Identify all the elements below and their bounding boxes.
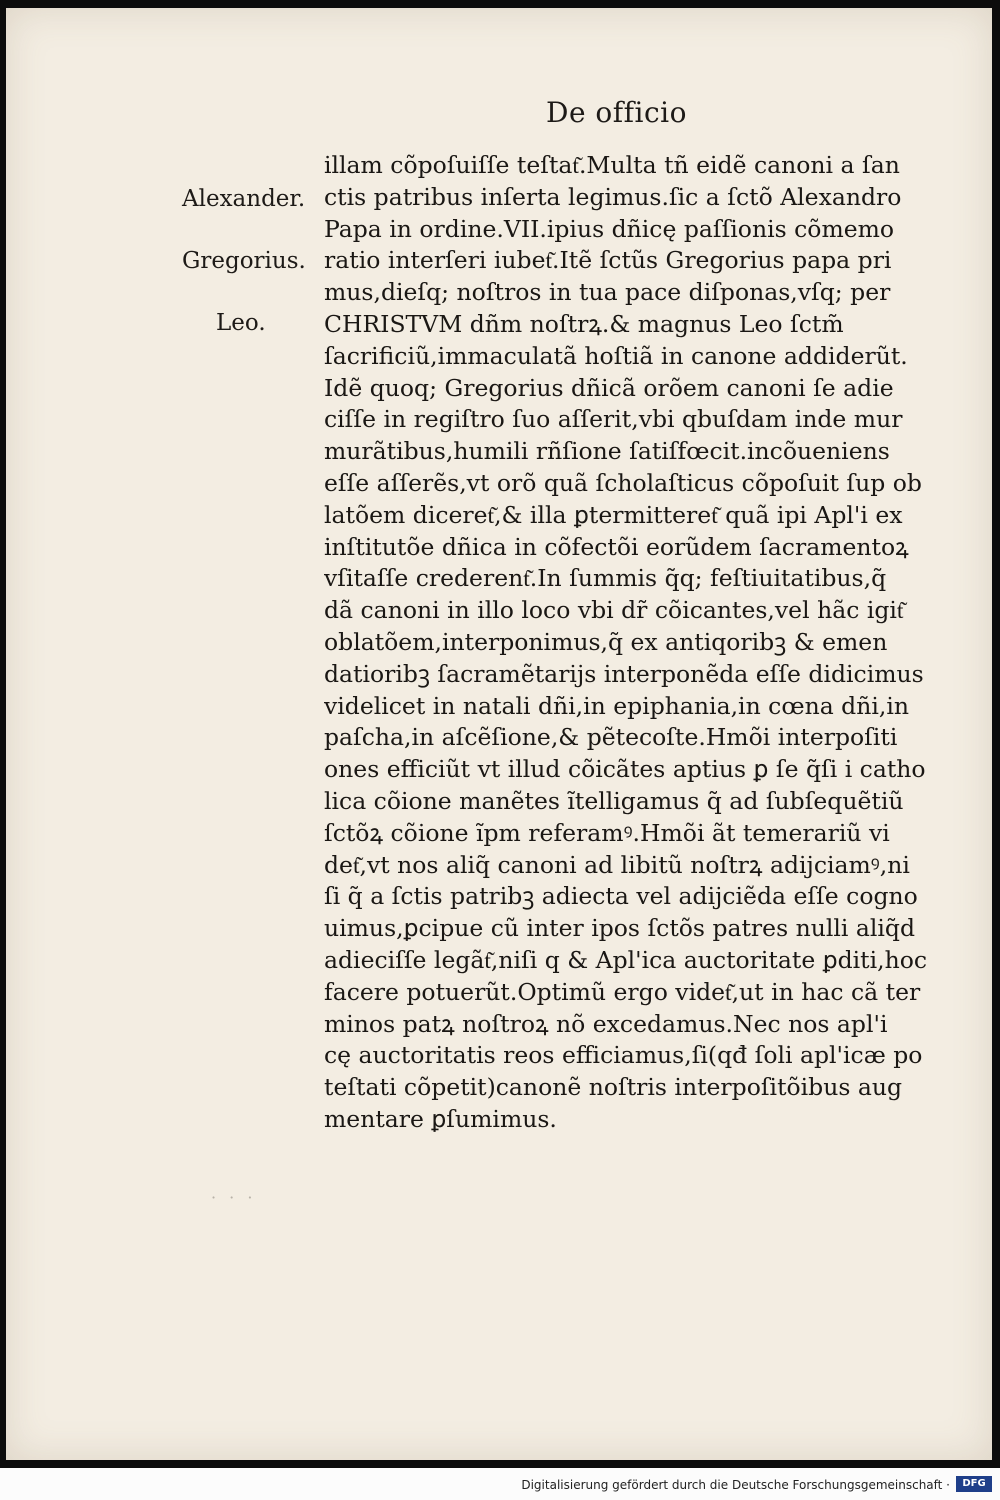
text-line: uimus,ꝑcipue cũ inter ipos ſctõs patres nulli aliq̃d [324, 914, 916, 943]
text-line: mentare ꝑſumimus. [324, 1104, 557, 1133]
footer-credit: Digitalisierung gefördert durch die Deutsche Forschungsgemeinschaft · [521, 1478, 950, 1492]
running-head: De officio [546, 96, 687, 129]
margin-note-gregorius: Gregorius. [182, 248, 306, 274]
dfg-logo: DFG [956, 1476, 992, 1492]
stray-marks: · · · [211, 1188, 257, 1207]
text-line: oblatõem,interponimus,q̃ ex antiqoribꝫ & emen [324, 627, 888, 656]
text-line: ciſſe in regiſtro ſuo aſſerit,vbi qbuſdam inde mur [324, 405, 903, 434]
text-line: ctis patribus inſerta legimus.ſic a ſctõ Alexandro [324, 182, 902, 211]
text-line: mus,dieſq; noſtros in tua pace diſponas,vſq; per [324, 278, 891, 307]
text-line: ſctõꝝ cõione ĩpm referamꝰ.Hmõi ãt temerariũ vi [324, 818, 890, 847]
text-line: ſi q̃ a ſctis patribꝫ adiecta vel adijciẽda eſſe cogno [324, 882, 918, 911]
text-line: Idẽ quoq; Gregorius dñicã orõem canoni ſe adie [324, 373, 894, 402]
text-line: inſtitutõe dñica in cõfectõi eorũdem ſacramentoꝝ [324, 532, 909, 561]
text-line: minos patꝝ noſtroꝝ nõ excedamus.Nec nos apl'i [324, 1009, 888, 1038]
text-line: facere potuerũt.Optimũ ergo videt͂,ut in hac cã ter [324, 977, 921, 1006]
text-line: cę auctoritatis reos efficiamus,ſi(qđ ſoli apl'icæ po [324, 1041, 923, 1070]
text-line: latõem diceret͂,& illa ꝑtermitteret͂ quã ipi Apl'i ex [324, 500, 903, 529]
text-line: ones efficiũt vt illud cõicãtes aptius ꝑ ſe q̃ſi i catho [324, 755, 926, 784]
text-line: ratio interſeri iubet͂.Itẽ ſctũs Gregorius papa pri [324, 246, 892, 275]
text-line: paſcha,in aſcẽſione,& pẽtecoſte.Hmõi interpoſiti [324, 723, 898, 752]
text-line: murãtibus,humili rñſione ſatiſfœcit.incõueniens [324, 437, 890, 466]
text-line: datioribꝫ ſacramẽtarijs interponẽda eſſe didicimus [324, 659, 924, 688]
text-line: ſacrificiũ,immaculatã hoſtiã in canone addiderũt. [324, 341, 908, 370]
margin-note-alexander: Alexander. [182, 186, 306, 212]
text-line: det͂,vt nos aliq̃ canoni ad libitũ noſtrꝝ adijciamꝰ,ni [324, 850, 910, 879]
text-line: dã canoni in illo loco vbi dr̃ cõicantes,vel hãc igit͂ [324, 596, 904, 625]
text-line: adieciſſe legãt͂,niſi q & Apl'ica auctoritate ꝑditi,hoc [324, 945, 928, 974]
text-line: videlicet in natali dñi,in epiphania,in cœna dñi,in [324, 691, 909, 720]
text-line: lica cõione manẽtes ĩtelligamus q̃ ad ſubſequẽtiũ [324, 786, 904, 815]
text-line: Papa in ordine.VII.ipius dñicę paſſionis cõmemo [324, 214, 895, 243]
footer-bar [0, 1468, 1000, 1500]
text-line: CHRISTVM dñm noſtrꝝ.& magnus Leo ſctm̃ [324, 309, 844, 338]
body-text [324, 150, 969, 1136]
margin-note-leo: Leo. [216, 310, 266, 336]
text-line: teſtati cõpetit)canonẽ noſtris interpoſitõibus aug [324, 1073, 903, 1102]
text-line: illam cõpoſuiſſe teſtat͂.Multa tñ eidẽ canoni a ſan [324, 151, 900, 179]
text-line: vſitaſſe crederent͂.In ſummis q̃q; feſtiuitatibus,q̃ [324, 564, 887, 593]
text-line: eſſe aſſerẽs,vt orõ quã ſcholaſticus cõpoſuit ſup ob [324, 468, 922, 497]
book-page [6, 8, 992, 1460]
